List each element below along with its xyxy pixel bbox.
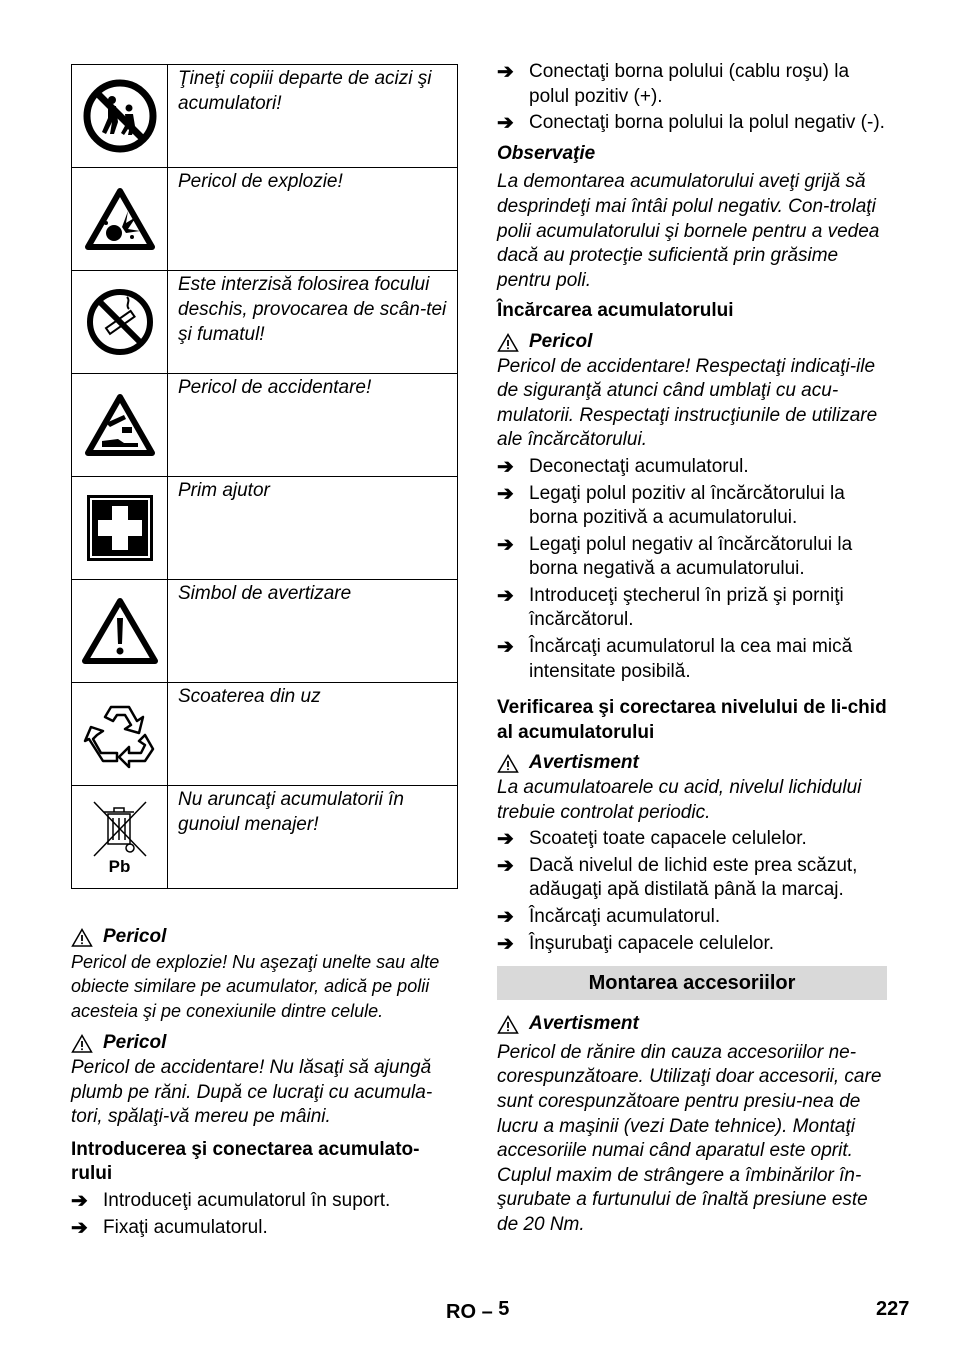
list-item: ➔ Încărcaţi acumulatorul. bbox=[497, 906, 721, 928]
section-heading: Verificarea şi corectarea nivelului de li-chid al acumulatorului bbox=[497, 697, 887, 743]
note-heading: Observaţie bbox=[497, 142, 596, 164]
list-item: ➔ Introduceţi acumulatorul în suport. bbox=[71, 1189, 391, 1212]
table-text: Prim ajutor bbox=[168, 477, 458, 580]
table-row bbox=[72, 683, 458, 786]
right-column bbox=[497, 58, 887, 1238]
warning-triangle-icon bbox=[71, 928, 93, 947]
warning-text: Pericol de explozie! Nu aşezaţi unelte sau alte obiecte similare pe acumulator, adică pe polii acesteia şi pe conexiunile dintre celule. bbox=[71, 951, 440, 1021]
warning-text: Cuplul maxim de strângere a îmbinărilor în-şurubate a furtunului de înaltă presiune este de 20 Nm. bbox=[497, 1164, 868, 1235]
table-row bbox=[72, 580, 458, 683]
note-text: La demontarea acumulatorului aveţi grijă să desprindeţi mai întâi polul negativ. Con-trolaţi polii acumulatorului şi bornele pentru a vedea dacă au protecţie suficientă prin grăsime pentru poli. bbox=[497, 171, 880, 291]
warning-text: Pericol de accidentare! Respectaţi indicaţi-ile de siguranţă atunci când umblaţi cu acu-mulatorii. Respectaţi instrucţiunile de utilizare ale încărcătorului. bbox=[497, 355, 878, 451]
table-text: Pericol de accidentare! bbox=[168, 374, 458, 477]
list-item: ➔ Deconectaţi acumulatorul. bbox=[497, 455, 749, 478]
warning-text: Pericol de rănire din cauza accesoriilor ne-corespunzătoare. Utilizaţi doar accesorii, care sunt corespunzătoare pentru presiu-nea de lucru a maşinii (vezi Date tehnice). Montaţi accesoriile numai când aparatul este oprit. bbox=[497, 1041, 882, 1162]
arrow-icon: ➔ bbox=[497, 906, 514, 928]
arrow-icon: ➔ bbox=[497, 932, 514, 955]
table-row bbox=[72, 786, 458, 889]
warning-heading: Avertisment bbox=[497, 1012, 887, 1037]
warning-heading: Pericol bbox=[71, 1031, 459, 1056]
table-row bbox=[72, 374, 458, 477]
list-item: ➔ Legaţi polul negativ al încărcătorului la borna negativă a acumulatorului. bbox=[497, 533, 887, 582]
warning-triangle-icon bbox=[497, 754, 519, 773]
list-item: ➔ Înşurubaţi capacele celulelor. bbox=[497, 932, 775, 955]
arrow-icon: ➔ bbox=[497, 533, 514, 556]
table-row bbox=[72, 65, 458, 168]
footer-section-label: RO – 5 bbox=[446, 1298, 510, 1323]
arrow-icon: ➔ bbox=[497, 828, 514, 851]
first-aid-cross-icon bbox=[72, 477, 168, 580]
arrow-icon: ➔ bbox=[71, 1189, 88, 1212]
section-heading: Introducerea şi conectarea acumulato-rului bbox=[71, 1138, 420, 1185]
pb-label: Pb bbox=[108, 857, 131, 876]
arrow-icon: ➔ bbox=[497, 482, 514, 505]
explosion-warning-icon bbox=[72, 168, 168, 271]
no-fire-no-smoking-icon bbox=[72, 271, 168, 374]
warning-text: Pericol de accidentare! Nu lăsaţi să ajungă plumb pe răni. După ce lucraţi cu acumula-tori, spălaţi-vă mereu pe mâini. bbox=[71, 1056, 433, 1128]
table-text: Pericol de explozie! bbox=[168, 168, 458, 271]
section-heading: Încărcarea acumulatorului bbox=[497, 300, 734, 322]
warning-triangle-icon bbox=[71, 1034, 93, 1053]
table-row bbox=[72, 477, 458, 580]
warning-triangle-icon bbox=[497, 333, 519, 352]
exclamation-warning-icon bbox=[72, 580, 168, 683]
table-text: Este interzisă folosirea focului deschis, provocarea de scân-tei şi fumatul! bbox=[168, 271, 458, 374]
table-text: Nu aruncaţi acumulatorii în gunoiul menajer! bbox=[168, 786, 458, 889]
arrow-icon: ➔ bbox=[497, 636, 514, 659]
no-children-icon bbox=[72, 65, 168, 168]
list-item: ➔ Legaţi polul pozitiv al încărcătorului la borna pozitivă a acumulatorului. bbox=[497, 482, 887, 531]
table-row bbox=[72, 271, 458, 374]
crossed-bin-pb-icon bbox=[72, 786, 168, 889]
left-column bbox=[71, 64, 459, 1240]
arrow-icon: ➔ bbox=[497, 584, 514, 607]
warning-text: La acumulatoarele cu acid, nivelul lichidului trebuie controlat periodic. bbox=[497, 777, 862, 823]
acid-burn-warning-icon bbox=[72, 374, 168, 477]
arrow-icon: ➔ bbox=[497, 61, 514, 83]
list-item: ➔ Fixaţi acumulatorul. bbox=[71, 1216, 268, 1239]
warning-heading: Pericol bbox=[71, 925, 459, 950]
arrow-icon: ➔ bbox=[497, 112, 514, 135]
arrow-icon: ➔ bbox=[71, 1216, 88, 1239]
table-row bbox=[72, 168, 458, 271]
warning-heading: Avertisment bbox=[497, 751, 887, 776]
table-text: Scoaterea din uz bbox=[168, 683, 458, 786]
list-item: ➔ Dacă nivelul de lichid este prea scăzut, adăugaţi apă distilată până la marcaj. bbox=[497, 854, 887, 903]
page-number: 227 bbox=[876, 1298, 910, 1320]
list-item: ➔ Încărcaţi acumulatorul la cea mai mică intensitate posibilă. bbox=[497, 635, 887, 684]
table-text: Simbol de avertizare bbox=[168, 580, 458, 683]
section-band-heading: Montarea accesoriilor bbox=[497, 966, 887, 1000]
list-item: ➔ Conectaţi borna polului la polul negativ (-). bbox=[497, 112, 885, 135]
warning-triangle-icon bbox=[497, 1015, 519, 1034]
warning-heading: Pericol bbox=[497, 330, 887, 355]
symbol-table bbox=[71, 64, 458, 889]
recycling-icon bbox=[72, 683, 168, 786]
arrow-icon: ➔ bbox=[497, 455, 514, 478]
arrow-icon: ➔ bbox=[497, 854, 514, 877]
list-item: ➔ Scoateţi toate capacele celulelor. bbox=[497, 828, 807, 851]
table-text: Ţineţi copiii departe de acizi şi acumulatori! bbox=[168, 65, 458, 168]
list-item: ➔ Introduceţi ştecherul în priză şi porniţi încărcătorul. bbox=[497, 584, 887, 633]
list-item: ➔ Conectaţi borna polului (cablu roşu) la polul pozitiv (+). bbox=[497, 60, 887, 109]
